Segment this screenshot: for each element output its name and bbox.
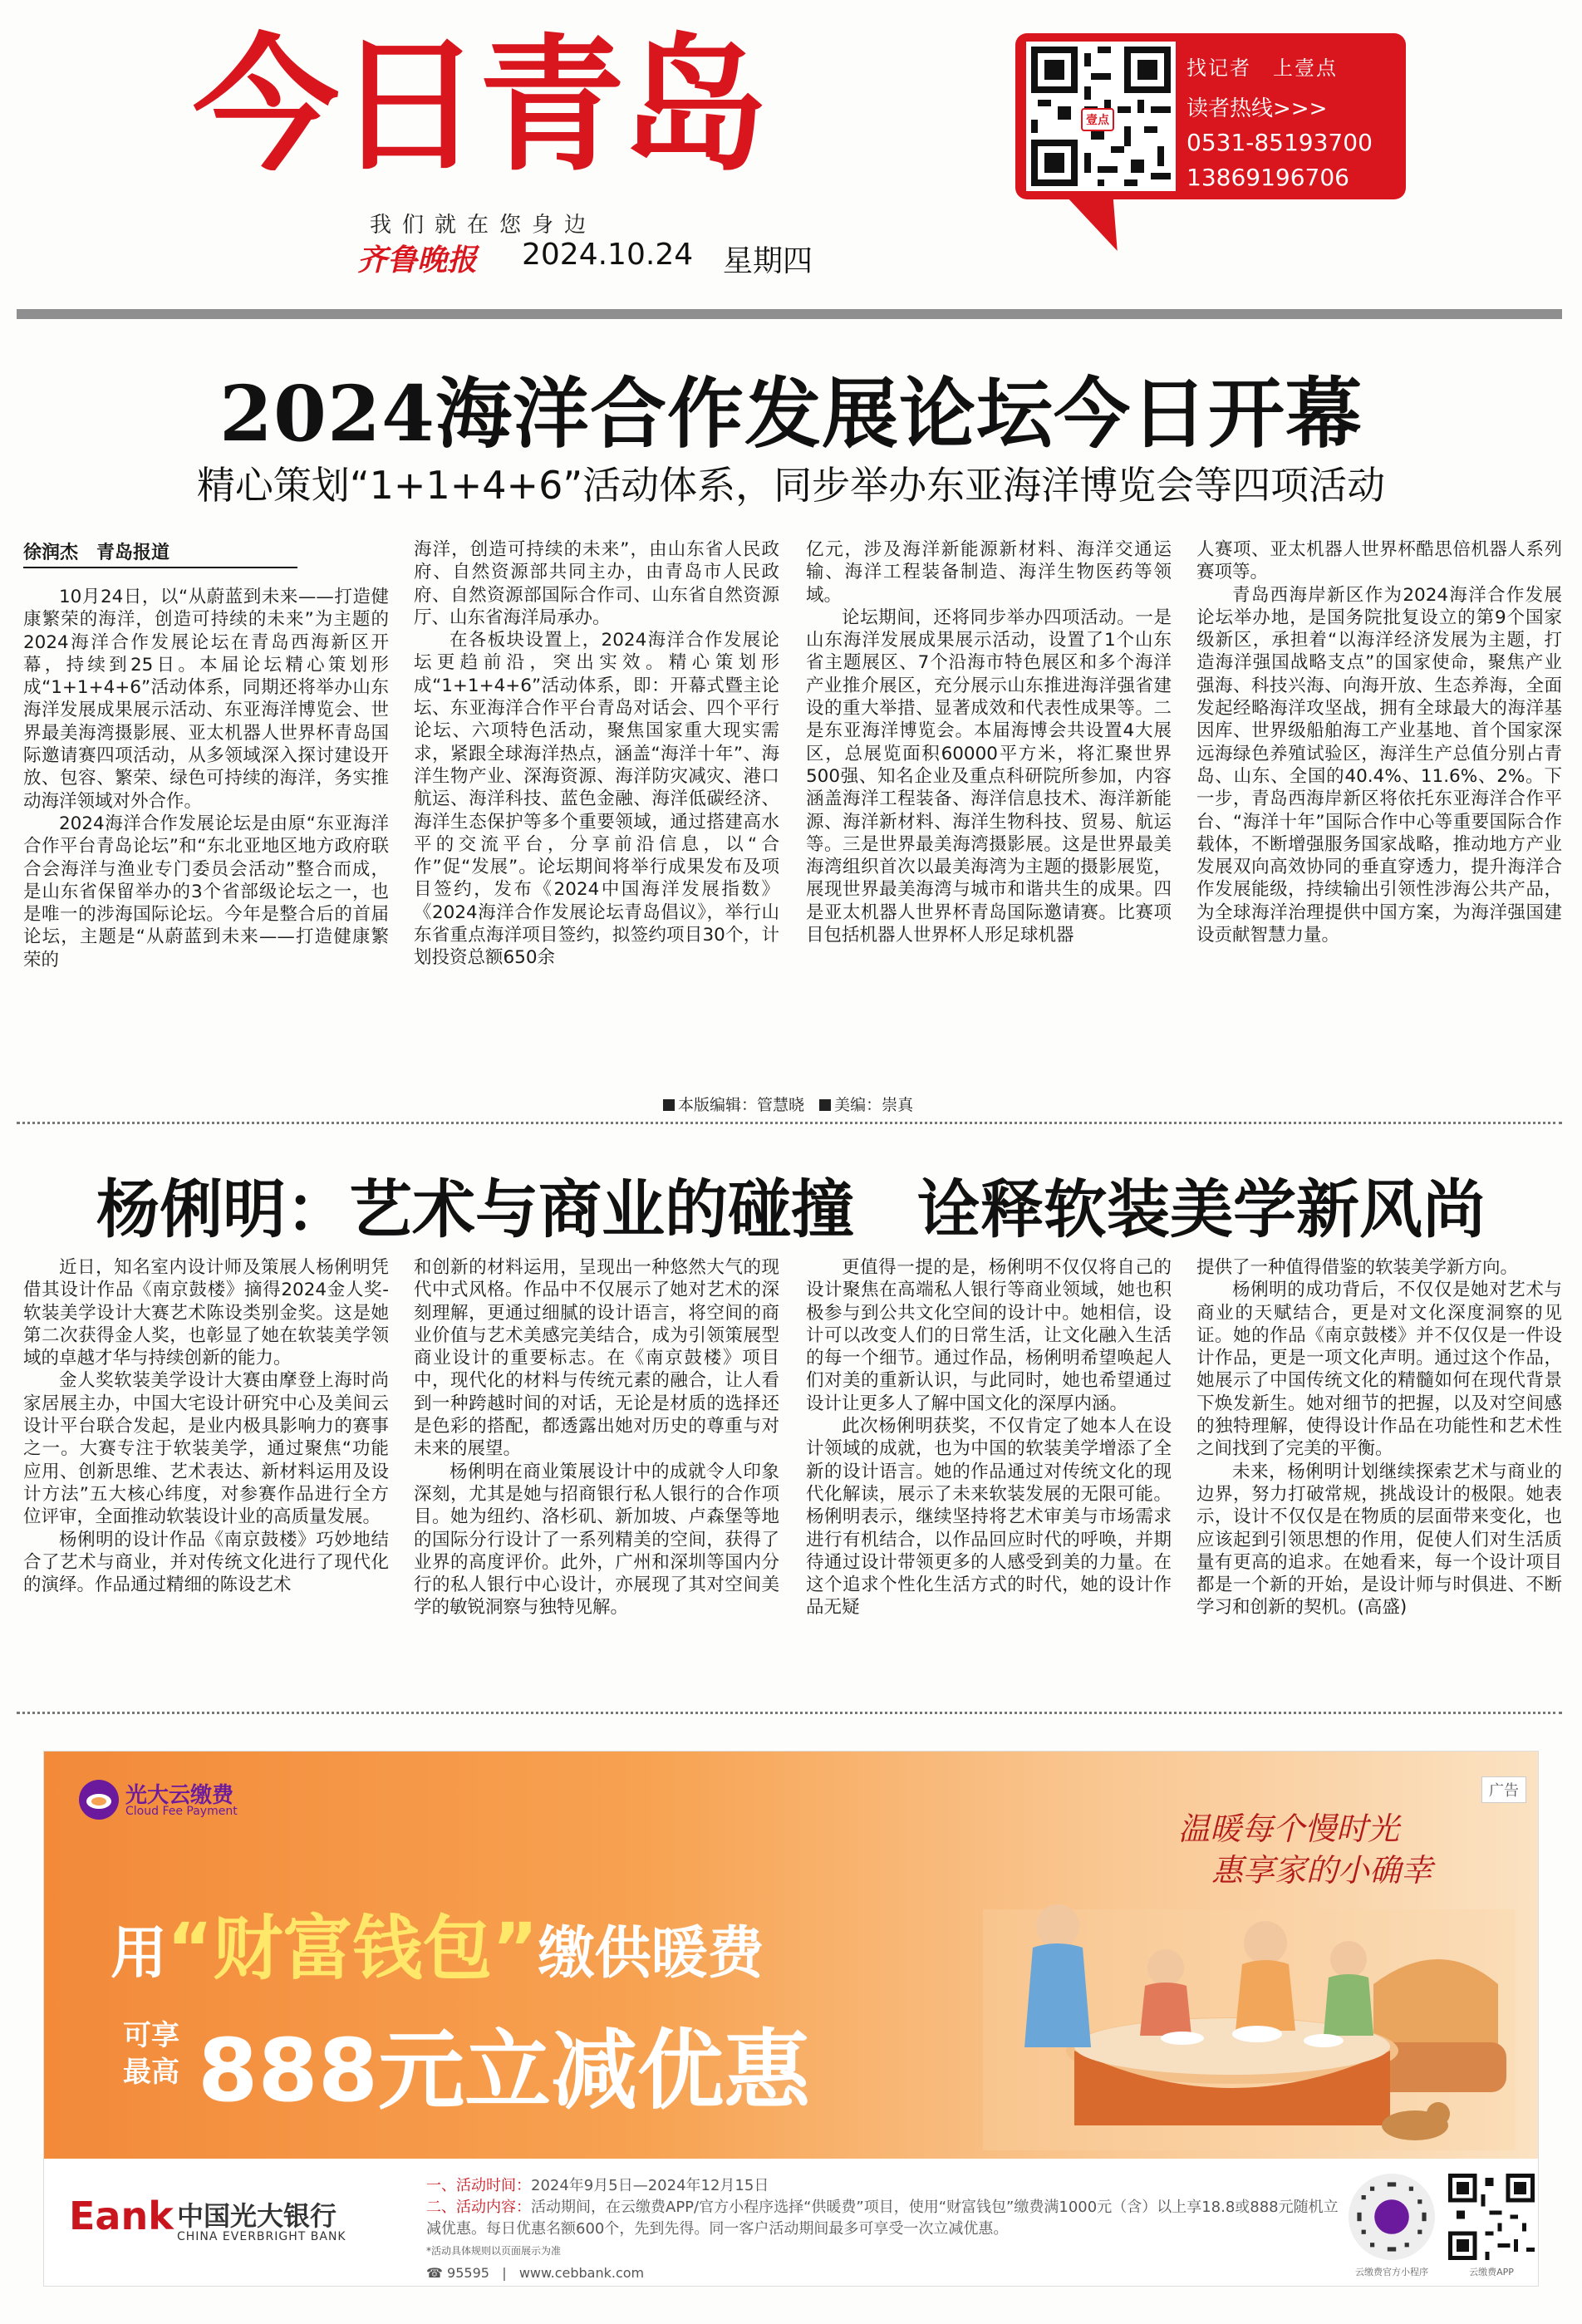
issue-weekday: 星期四 bbox=[723, 244, 813, 278]
qr-badge: 壹点 bbox=[1081, 108, 1114, 131]
paragraph: 未来，杨俐明计划继续探索艺术与商业的边界，努力打破常规，挑战设计的极限。她表示，设计不仅仅是在物质的层面带来变化，也应该起到引领思想的作用，促使人们对生活质量有更高的追求。在她看来，每一个设计项目都是一个新的开始，是设计师与时俱进、不断学习和创新的契机。(高盛) bbox=[1196, 1461, 1562, 1619]
paragraph: 论坛期间，还将同步举办四项活动。一是山东海洋发展成果展示活动，设置了1个山东省主题展区、7个沿海市特色展区和多个海洋产业推介展区，充分展示山东推进海洋强省建设的重大举措、显著成效和代表性成果等。二是东亚海洋博览会。本届海博会共设置4大展区，总展览面积60000平方米，将汇聚世界500强、知名企业及重点科研院所参加，内容涵盖海洋工程装备、海洋信息技术、海洋新能源、海洋新材料、海洋生物科技、贸易、航运等。三是世界最美海湾摄影展。这是世界最美海湾组织首次以最美海湾为主题的摄影展览，展现世界最美海湾与城市和谐共生的成果。四是亚太机器人世界杯青岛国际邀请赛。比赛项目包括机器人世界杯人形足球机器 bbox=[806, 607, 1172, 946]
ad-headline-pre: 用 bbox=[111, 1921, 168, 1987]
phone-icon: ☎ bbox=[426, 2265, 443, 2281]
app-qr-icon[interactable] bbox=[1448, 2174, 1535, 2260]
family-dinner-illustration bbox=[983, 1876, 1515, 2150]
ad-footer bbox=[44, 2159, 1539, 2287]
paragraph: 人赛项、亚太机器人世界杯酷思倍机器人系列赛项等。 bbox=[1196, 539, 1562, 583]
masthead-slogan: 我们就在您身边 bbox=[370, 213, 597, 238]
editor-name: 本版编辑：管慧晓 bbox=[678, 1096, 805, 1114]
article1-column-3 bbox=[806, 538, 1172, 1051]
paragraph: 青岛西海岸新区作为2024海洋合作发展论坛举办地，是国务院批复设立的第9个国家级新区，承担着“以海洋经济发展为主题，打造海洋强国战略支点”的国家使命，聚焦产业强海、科技兴海、向海开放、生态养海，全面发起经略海洋攻坚战，拥有全球最大的海洋基因库、世界级船舶海工产业基地、首个国家深远海绿色养殖试验区，海洋生产总值分别占青岛、山东、全国的40.4%、11.6%、2%。下一步，青岛西海岸新区将依托东亚海洋合作平台、“海洋十年”国际合作中心等重要国际合作载体，不断增强服务国家战略，推动地方产业发展双向高效协同的垂直穿透力，提升海洋合作发展能级，持续输出引领性涉海公共产品，为全球海洋治理提供中国方案，为海洋强国建设贡献智慧力量。 bbox=[1196, 584, 1562, 946]
square-bullet-icon bbox=[819, 1099, 831, 1111]
mini-program-qr-icon[interactable] bbox=[1349, 2174, 1435, 2260]
section-divider bbox=[17, 1122, 1562, 1124]
section-divider bbox=[17, 1712, 1562, 1714]
paragraph: 10月24日，以“从蔚蓝到未来——打造健康繁荣的海洋，创造可持续的未来”为主题的2024海洋合作发展论坛在青岛西海新区开幕，持续到25日。本届论坛精心策划形成“1+1+4+6”活动体系，同期还将举办山东海洋发展成果展示活动、东亚海洋博览会、世界最美海湾摄影展、亚太机器人世界杯青岛国际邀请赛四项活动，从多领域深入探讨建设开放、包容、繁荣、绿色可持续的海洋，务实推动海洋领域对外合作。 bbox=[23, 587, 389, 812]
qr-caption: 云缴费官方小程序 bbox=[1355, 2267, 1428, 2277]
bank-mark: Eank bbox=[69, 2194, 174, 2238]
bank-name-en: CHINA EVERBRIGHT BANK bbox=[177, 2230, 346, 2243]
paragraph: 杨俐明的成功背后，不仅仅是她对艺术与商业的天赋结合，更是对文化深度洞察的见证。她的作品《南京鼓楼》并不仅仅是一件设计作品，更是一项文化声明。通过这个作品，她展示了中国传统文化的精髓如何在现代背景下焕发新生。她对细节的把握，以及对空间感的独特理解，使得设计作品在功能性和艺术性之间找到了完美的平衡。 bbox=[1196, 1280, 1562, 1460]
article2-column-4 bbox=[1196, 1256, 1562, 1687]
bank-name-cn: 中国光大银行 bbox=[177, 2200, 337, 2232]
rule-text: 2024年9月5日—2024年12月15日 bbox=[531, 2177, 769, 2194]
paragraph: 海洋，创造可持续的未来”，由山东省人民政府、自然资源部共同主办，由青岛市人民政府、自然资源部国际合作司、山东省自然资源厅、山东省海洋局承办。 bbox=[414, 539, 779, 628]
article2-column-3 bbox=[806, 1256, 1172, 1687]
hotline-phone-1[interactable]: 0531-85193700 bbox=[1186, 129, 1373, 156]
paragraph: 在各板块设置上，2024海洋合作发展论坛更趋前沿，突出实效。精心策划形成“1+1+4+6”活动体系，即：开幕式暨主论坛、东亚海洋合作平台青岛对话会、四个平行论坛、六项特色活动，聚焦国家重大现实需求，紧跟全球海洋热点，涵盖“海洋十年”、海洋生物产业、深海资源、海洋防灾减灾、港口航运、海洋科技、蓝色金融、海洋低碳经济、海洋生态保护等多个重要领域，通过搭建高水平的交流平台，分享前沿信息，以“合作”促“发展”。论坛期间将举行成果发布及项目签约，发布《2024中国海洋发展指数》《2024海洋合作发展论坛青岛倡议》，举行山东省重点海洋项目签约，拟签约项目30个，计划投资总额650余 bbox=[414, 630, 779, 969]
article1-byline: 徐润杰 青岛报道 bbox=[23, 538, 297, 568]
paragraph: 金人奖软装美学设计大赛由摩登上海时尚家居展主办，中国大宅设计研究中心及美间云设计平台联合发起，是业内极具影响力的赛事之一。大赛专注于软装美学，通过聚焦“功能应用、创新思维、艺术表达、新材料运用及设计方法”五大核心纬度，对参赛作品进行全方位评审，全面推动软装设计业的高质量发展。 bbox=[23, 1370, 389, 1528]
article1-headline: 2024海洋合作发展论坛今日开幕 bbox=[219, 369, 1363, 459]
qr-caption: 云缴费APP bbox=[1469, 2267, 1514, 2277]
square-bullet-icon bbox=[663, 1099, 675, 1111]
paragraph: 更值得一提的是，杨俐明不仅仅将自己的设计聚焦在高端私人银行等商业领域，她也积极参与到公共文化空间的设计中。她相信，设计可以改变人们的日常生活，让文化融入生活的每一个细节。通过作品，杨俐明希望唤起人们对美的重新认识，与此同时，她也希望通过设计让更多人了解中国文化的深厚内涵。 bbox=[806, 1257, 1172, 1414]
qr-code-icon[interactable] bbox=[1026, 42, 1176, 191]
ad-logo-text: 光大云缴费 bbox=[125, 1783, 234, 1808]
editor-credits bbox=[663, 1093, 913, 1115]
bank-logo bbox=[69, 2194, 368, 2260]
rule-label: 一、活动时间： bbox=[426, 2177, 531, 2194]
rule-label: 二、活动内容： bbox=[426, 2199, 531, 2216]
masthead-title: 今日青岛 bbox=[193, 21, 765, 191]
ad-slogan-line: 温暖每个慢时光 bbox=[1178, 1811, 1400, 1847]
issue-date: 2024.10.24 bbox=[522, 238, 694, 272]
cloud-fee-logo bbox=[77, 1778, 243, 1828]
advertisement[interactable] bbox=[43, 1751, 1539, 2287]
masthead-divider bbox=[17, 309, 1562, 319]
paragraph: 和创新的材料运用，呈现出一种悠然大气的现代中式风格。作品中不仅展示了她对艺术的深刻理解，更通过细腻的设计语言，将空间的商业价值与艺术美感完美结合，成为引领策展型商业设计的重要标志。在《南京鼓楼》项目中，现代化的材料与传统元素的融合，让人看到一种跨越时间的对话，无论是材质的选择还是色彩的搭配，都透露出她对历史的尊重与对未来的展望。 bbox=[414, 1257, 779, 1460]
article1-column-4 bbox=[1196, 538, 1562, 1051]
ad-offer-amount: 888元立减优惠 bbox=[198, 2020, 811, 2121]
designer-name: 美编：崇真 bbox=[834, 1096, 914, 1114]
ad-footnote: *活动具体规则以页面展示为准 bbox=[426, 2245, 562, 2257]
article1-column-2 bbox=[414, 538, 779, 1051]
ad-rules bbox=[426, 2175, 1340, 2262]
paragraph: 2024海洋合作发展论坛是由原“东亚海洋合作平台青岛论坛”和“东北亚地区地方政府联合会海洋与渔业专门委员会活动”整合而成，是山东省保留举办的3个省部级论坛之一，也是唯一的涉海国际论坛。今年是整合后的首届论坛，主题是“从蔚蓝到未来——打造健康繁荣的 bbox=[23, 813, 389, 970]
article2-headline: 杨俐明：艺术与商业的碰撞 诠释软装美学新风尚 bbox=[96, 1172, 1486, 1246]
hotline-label: 读者热线>>> bbox=[1186, 96, 1328, 121]
ad-offer-prefix: 可享最高 bbox=[123, 2019, 179, 2089]
paragraph: 杨俐明在商业策展设计中的成就令人印象深刻，尤其是她与招商银行私人银行的合作项目。她为纽约、洛杉矶、新加坡、卢森堡等地的国际分行设计了一系列精美的空间，获得了业界的高度评价。此外，广州和深圳等国内分行的私人银行中心设计，亦展现了其对空间美学的敏锐洞察与独特见解。 bbox=[414, 1461, 779, 1619]
hotline-phone-2[interactable]: 13869196706 bbox=[1186, 164, 1349, 191]
paragraph: 此次杨俐明获奖，不仅肯定了她本人在设计领域的成就，也为中国的软装美学增添了全新的设计语言。她的作品通过对传统文化的现代化解读，展示了未来软装发展的无限可能。杨俐明表示，继续坚持将艺术审美与市场需求进行有机结合，以作品回应时代的呼唤，并期待通过设计带领更多的人感受到美的力量。在这个追求个性化生活方式的时代，她的设计作品无疑 bbox=[806, 1416, 1172, 1619]
paragraph: 提供了一种值得借鉴的软装美学新方向。 bbox=[1196, 1257, 1519, 1278]
ad-slogan-line: 惠享家的小确幸 bbox=[1211, 1852, 1433, 1889]
ad-banner bbox=[44, 1752, 1539, 2159]
paper-name: 齐鲁晚报 bbox=[357, 243, 478, 278]
article1-subheadline: 精心策划“1+1+4+6”活动体系，同步举办东亚海洋博览会等四项活动 bbox=[196, 463, 1386, 508]
article1-column-1 bbox=[23, 586, 389, 1051]
rule-text: 活动期间，在云缴费APP/官方小程序选择“供暖费”项目，使用“财富钱包”缴费满1000元（含）以上享18.8或888元随机立减优惠。每日优惠名额600个，先到先得。同一客户活动期间最多可享受一次立减优惠。 bbox=[426, 2199, 1339, 2238]
contact-tagline: 找记者 上壹点 bbox=[1186, 57, 1338, 80]
bank-hotline[interactable]: 95595 bbox=[447, 2265, 489, 2281]
ad-headline-highlight: “财富钱包” bbox=[167, 1908, 538, 1989]
speech-bubble-tail bbox=[1063, 193, 1133, 251]
paragraph: 亿元，涉及海洋新能源新材料、海洋交通运输、海洋工程装备制造、海洋生物医药等领域。 bbox=[806, 539, 1172, 606]
article2-column-2 bbox=[414, 1256, 779, 1687]
paragraph: 杨俐明的设计作品《南京鼓楼》巧妙地结合了艺术与商业，并对传统文化进行了现代化的演绎。作品通过精细的陈设艺术 bbox=[23, 1529, 389, 1596]
ad-logo-subtext: Cloud Fee Payment bbox=[125, 1805, 238, 1818]
ad-label: 广告 bbox=[1481, 1776, 1526, 1803]
ad-headline bbox=[111, 1893, 764, 1993]
cloud-fee-logo-icon bbox=[77, 1778, 120, 1821]
paragraph: 近日，知名室内设计师及策展人杨俐明凭借其设计作品《南京鼓楼》摘得2024金人奖-软装美学设计大赛艺术陈设类别金奖。这是她第二次获得金人奖，也彰显了她在软装美学领域的卓越才华与持续创新的能力。 bbox=[23, 1257, 389, 1369]
ad-contact: ☎ 95595 | www.cebbank.com bbox=[426, 2265, 645, 2281]
article2-column-1 bbox=[23, 1256, 389, 1687]
ad-headline-post: 缴供暖费 bbox=[538, 1921, 764, 1987]
bank-website[interactable]: www.cebbank.com bbox=[518, 2265, 645, 2281]
